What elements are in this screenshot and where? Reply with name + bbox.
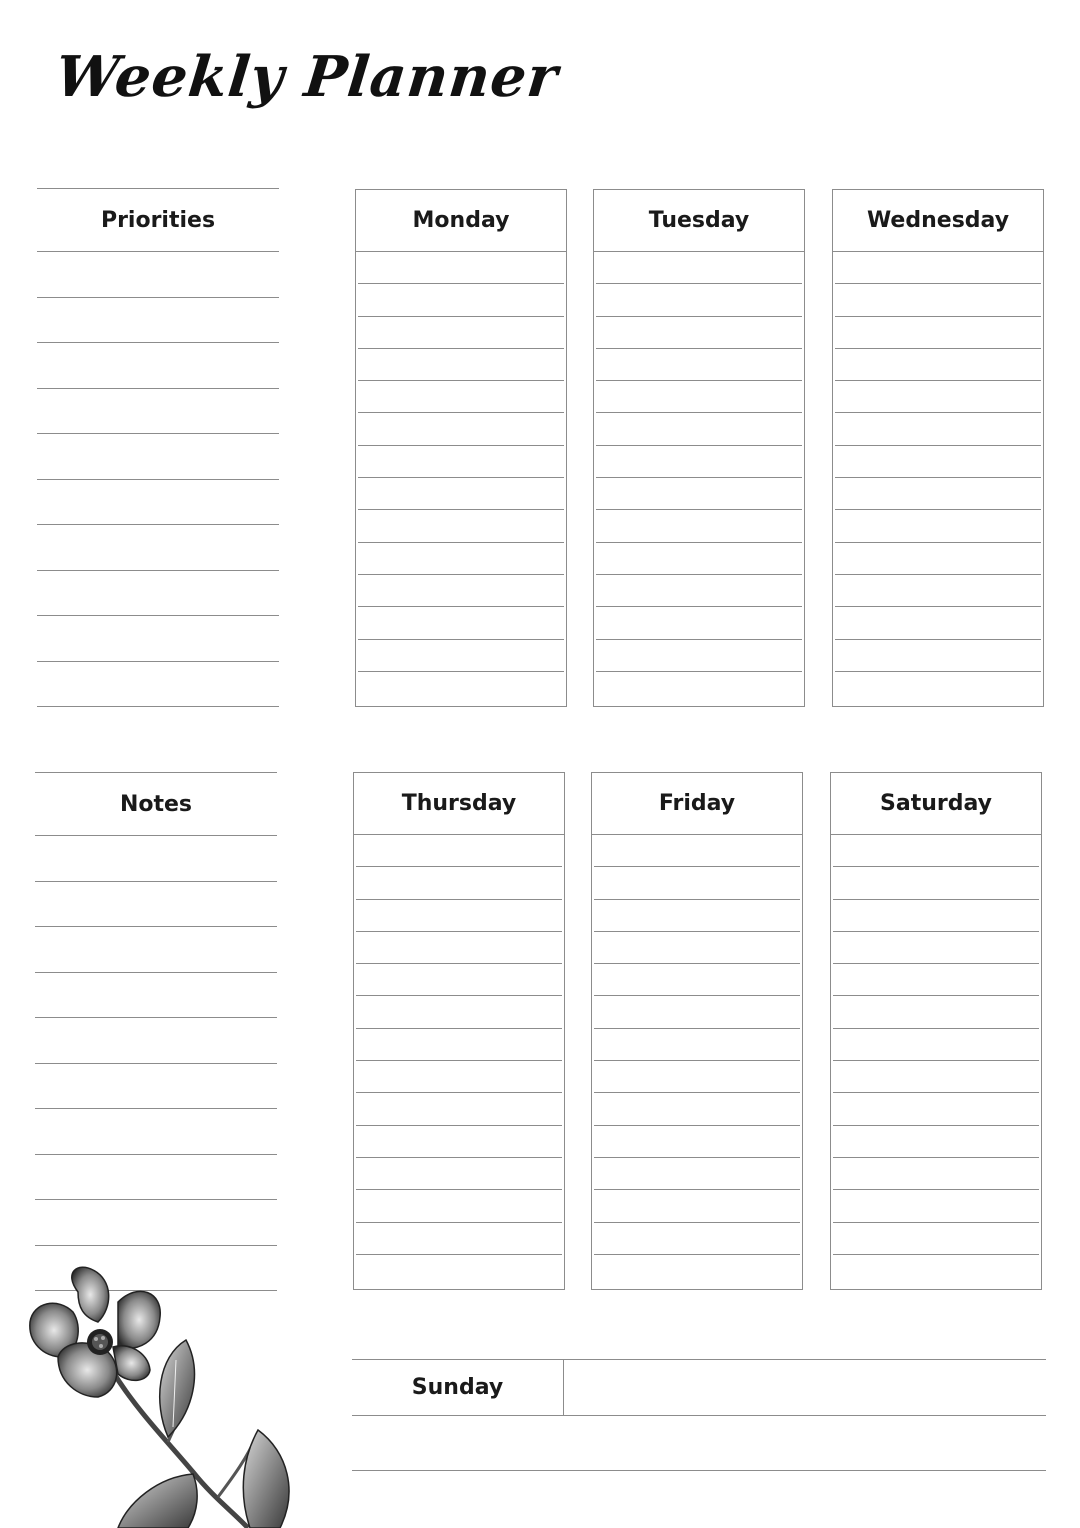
sunday-heading: Sunday [352,1360,564,1415]
day-line[interactable] [594,1061,800,1093]
day-line[interactable] [596,640,802,672]
day-line[interactable] [356,1126,562,1158]
day-box-saturday [830,772,1042,1290]
day-heading: Wednesday [833,190,1043,252]
day-line[interactable] [358,252,564,284]
day-line[interactable] [835,349,1041,381]
priorities-line[interactable] [37,389,279,435]
day-box-tuesday [593,189,805,707]
day-line[interactable] [594,1029,800,1061]
day-line[interactable] [835,284,1041,316]
day-line[interactable] [594,964,800,996]
priorities-line[interactable] [37,343,279,389]
day-line[interactable] [835,478,1041,510]
day-line[interactable] [596,672,802,704]
day-line[interactable] [594,835,800,867]
day-line[interactable] [835,672,1041,704]
priorities-line[interactable] [37,434,279,480]
day-line[interactable] [358,575,564,607]
day-line[interactable] [833,835,1039,867]
day-line[interactable] [594,900,800,932]
day-line[interactable] [358,510,564,542]
notes-line[interactable] [35,882,277,928]
day-line[interactable] [596,446,802,478]
day-line[interactable] [358,349,564,381]
day-line[interactable] [596,252,802,284]
day-line[interactable] [596,607,802,639]
day-line[interactable] [594,1158,800,1190]
sunday-section [352,1359,1046,1471]
day-box-thursday [353,772,565,1290]
flower-illustration-icon [18,1262,318,1528]
day-line[interactable] [358,478,564,510]
day-line[interactable] [356,1061,562,1093]
day-line[interactable] [356,1029,562,1061]
day-line[interactable] [596,284,802,316]
day-line[interactable] [835,575,1041,607]
sunday-header-row [352,1359,1046,1416]
day-line[interactable] [835,446,1041,478]
day-line[interactable] [596,317,802,349]
day-heading: Saturday [831,773,1041,835]
notes-line[interactable] [35,1109,277,1155]
priorities-line[interactable] [37,571,279,617]
day-line[interactable] [594,1190,800,1222]
sunday-entry[interactable] [564,1360,1046,1415]
day-line[interactable] [356,1255,562,1287]
day-box-friday [591,772,803,1290]
priorities-line[interactable] [37,480,279,526]
day-line[interactable] [356,867,562,899]
notes-line[interactable] [35,1018,277,1064]
notes-line[interactable] [35,1064,277,1110]
day-line[interactable] [835,640,1041,672]
day-heading: Monday [356,190,566,252]
page-title: Weekly Planner [52,44,562,110]
sunday-line[interactable] [352,1416,1046,1471]
day-line[interactable] [835,381,1041,413]
day-heading: Friday [592,773,802,835]
day-line[interactable] [833,1126,1039,1158]
day-line[interactable] [833,996,1039,1028]
day-line[interactable] [594,867,800,899]
day-line[interactable] [358,640,564,672]
day-line[interactable] [833,1158,1039,1190]
day-line[interactable] [358,317,564,349]
day-box-monday [355,189,567,707]
notes-section [35,772,277,1291]
day-line[interactable] [835,607,1041,639]
day-line[interactable] [594,1093,800,1125]
day-line[interactable] [594,1223,800,1255]
day-line[interactable] [358,284,564,316]
day-line[interactable] [358,672,564,704]
priorities-line[interactable] [37,252,279,298]
day-line[interactable] [835,510,1041,542]
day-lines [594,252,804,704]
day-lines [356,252,566,704]
day-lines [354,835,564,1287]
day-line[interactable] [356,1093,562,1125]
notes-line[interactable] [35,1155,277,1201]
priorities-line[interactable] [37,616,279,662]
priorities-section [37,188,279,707]
day-line[interactable] [596,478,802,510]
day-line[interactable] [358,543,564,575]
notes-line[interactable] [35,1200,277,1246]
priorities-line[interactable] [37,662,279,708]
day-box-wednesday [832,189,1044,707]
day-lines [592,835,802,1287]
day-line[interactable] [835,543,1041,575]
notes-line[interactable] [35,836,277,882]
day-line[interactable] [356,964,562,996]
priorities-heading: Priorities [37,189,279,252]
day-line[interactable] [835,317,1041,349]
day-line[interactable] [596,413,802,445]
day-heading: Thursday [354,773,564,835]
day-line[interactable] [833,1255,1039,1287]
day-lines [831,835,1041,1287]
day-line[interactable] [358,413,564,445]
day-line[interactable] [835,252,1041,284]
notes-line[interactable] [35,973,277,1019]
day-line[interactable] [356,1158,562,1190]
day-line[interactable] [833,932,1039,964]
day-line[interactable] [594,932,800,964]
day-line[interactable] [833,1029,1039,1061]
day-line[interactable] [596,349,802,381]
day-line[interactable] [596,543,802,575]
day-line[interactable] [356,835,562,867]
day-heading: Tuesday [594,190,804,252]
day-line[interactable] [833,964,1039,996]
notes-line[interactable] [35,927,277,973]
day-line[interactable] [833,1190,1039,1222]
day-line[interactable] [596,510,802,542]
day-lines [833,252,1043,704]
day-line[interactable] [833,900,1039,932]
day-line[interactable] [833,1093,1039,1125]
day-line[interactable] [356,1223,562,1255]
notes-heading: Notes [35,773,277,836]
priorities-line[interactable] [37,525,279,571]
day-line[interactable] [356,932,562,964]
day-line[interactable] [594,1255,800,1287]
day-line[interactable] [358,607,564,639]
day-line[interactable] [835,413,1041,445]
day-line[interactable] [358,446,564,478]
day-line[interactable] [594,1126,800,1158]
day-line[interactable] [356,1190,562,1222]
day-line[interactable] [596,575,802,607]
day-line[interactable] [356,900,562,932]
priorities-line[interactable] [37,298,279,344]
day-line[interactable] [594,996,800,1028]
day-line[interactable] [358,381,564,413]
day-line[interactable] [596,381,802,413]
day-line[interactable] [833,867,1039,899]
day-line[interactable] [833,1061,1039,1093]
day-line[interactable] [356,996,562,1028]
day-line[interactable] [833,1223,1039,1255]
